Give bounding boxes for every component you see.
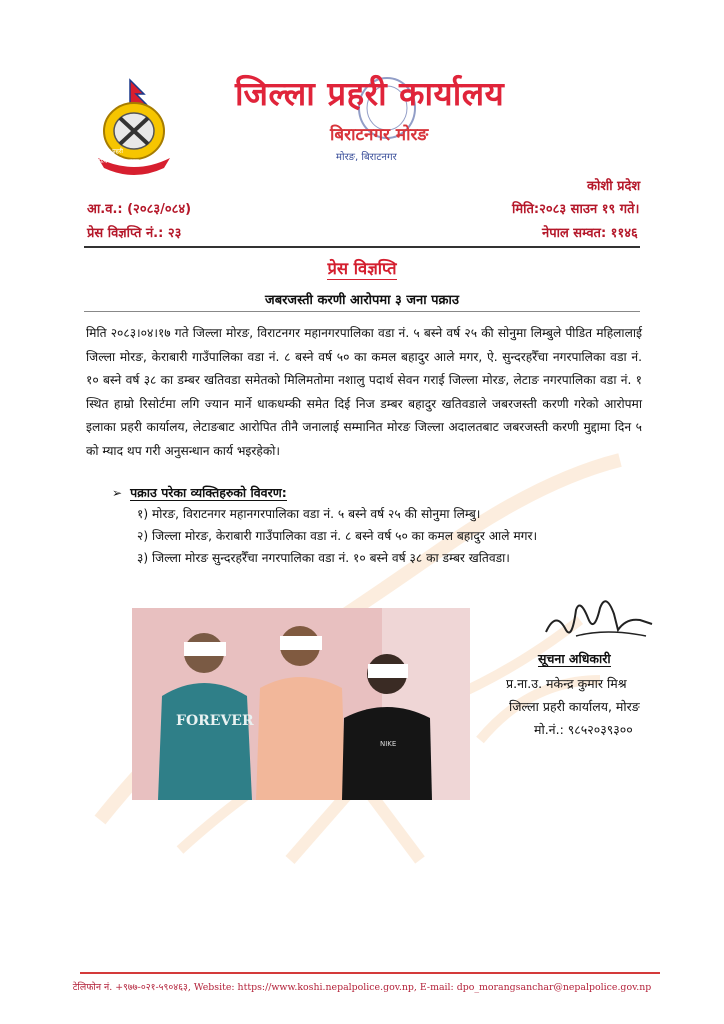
signatory-mobile: मो.नं.: ९८५२०३९३००: [534, 722, 633, 737]
press-release-heading-text: प्रेस विज्ञप्ति: [327, 259, 397, 278]
arrow-bullet-icon: ➢: [112, 486, 123, 500]
fiscal-year: आ.व.: (२०८३/०८४): [87, 202, 192, 217]
shirt-text-2: NIKE: [380, 740, 397, 748]
arrested-section-title: [112, 484, 287, 501]
office-title: जिल्ला प्रहरी कार्यालय: [235, 74, 505, 113]
stamp-text: मोरङ, बिराटनगर: [336, 152, 397, 163]
arrested-person-2: २) जिल्ला मोरङ, केराबारी गाउँपालिका वडा नं. ८ बस्ने वर्ष ५० का कमल बहादुर आले मगर।: [137, 529, 538, 543]
signatory-title-wrap: [538, 650, 611, 667]
arrested-person-1: १) मोरङ, विराटनगर महानगरपालिका वडा नं. ५ बस्ने वर्ष २५ की सोनुमा लिम्बु।: [137, 507, 481, 521]
arrest-photo: [132, 608, 470, 800]
signatory-name: प्र.ना.उ. मकेन्द्र कुमार मिश्र: [506, 676, 627, 691]
footer-divider: [80, 972, 660, 974]
signature: [536, 590, 656, 650]
header-divider: [84, 246, 640, 248]
office-subtitle: बिराटनगर मोरङ: [330, 125, 429, 145]
signatory-office: जिल्ला प्रहरी कार्यालय, मोरङ: [509, 699, 640, 714]
headline-divider: [84, 311, 640, 312]
arrested-person-3: ३) जिल्ला मोरङ सुन्दरहरैँचा नगरपालिका वडा नं. १० बस्ने वर्ष ३८ का डम्बर खतिवडा।: [137, 551, 510, 565]
release-number: प्रेस विज्ञप्ति नं.: २३: [87, 226, 182, 241]
body-paragraph: मिति २०८३।०४।१७ गते जिल्ला मोरङ, विराटनगर महानगरपालिका वडा नं. ५ बस्ने वर्ष २५ की सोनुमा लिम्बुले पीडित महिलालाई जिल्ला मोरङ, केराबारी गाउँपालिका वडा नं. ८ बस्ने वर्ष ५० का कमल बहादुर आले मगर, ऐ. सुन्दरहरैँचा नगरपालिका वडा नं. १० बस्ने वर्ष ३८ का डम्बर खतिवडा समेतको मिलिमतोमा नशालु पदार्थ सेवन गराई जिल्ला मोरङ, लेटाङ नगरपालिका वडा नं. १ स्थित हाम्रो रिसोर्टमा लगि ज्यान मार्ने धाकधम्की समेत दिई निज डम्बर बहादुर खतिवडाले जबरजस्ती करणी गरेको आरोपमा इलाका प्रहरी कार्यालय, लेटाङबाट आरोपित तीनै जनालाई सम्मानित मोरङ जिल्ला अदालतबाट जबरजस्ती करणी मुद्दामा दिन ५ को म्याद थप गरी अनुसन्धान कार्य भइरहेको।: [86, 326, 642, 458]
province: कोशी प्रदेश: [587, 179, 641, 194]
footer-contact: टेलिफोन नं. +९७७-०२१-५९०४६३, Website: https://www.koshi.nepalpolice.gov.np, E-mail: dpo_morangsanchar@nepalpolice.gov.np: [72, 982, 652, 993]
shirt-text-1: FOREVER: [176, 713, 254, 729]
release-date: मिति:२०८३ साउन १९ गते।: [512, 202, 640, 217]
logo-text-bottom: सत्य सेवा सुरक्षणम्: [98, 158, 139, 165]
signatory-title: सूचना अधिकारी: [538, 651, 611, 666]
press-release-heading: [0, 256, 724, 279]
nepal-era-date: नेपाल सम्वत: ११४६: [542, 226, 638, 241]
arrest-photo-illustration: [132, 608, 470, 800]
headline: जबरजस्ती करणी आरोपमा ३ जना पक्राउ: [265, 293, 459, 308]
logo-text-top: नेपाल प्रहरी: [98, 148, 123, 155]
arrested-title-text: पक्राउ परेका व्यक्तिहरुको विवरण:: [130, 485, 287, 500]
